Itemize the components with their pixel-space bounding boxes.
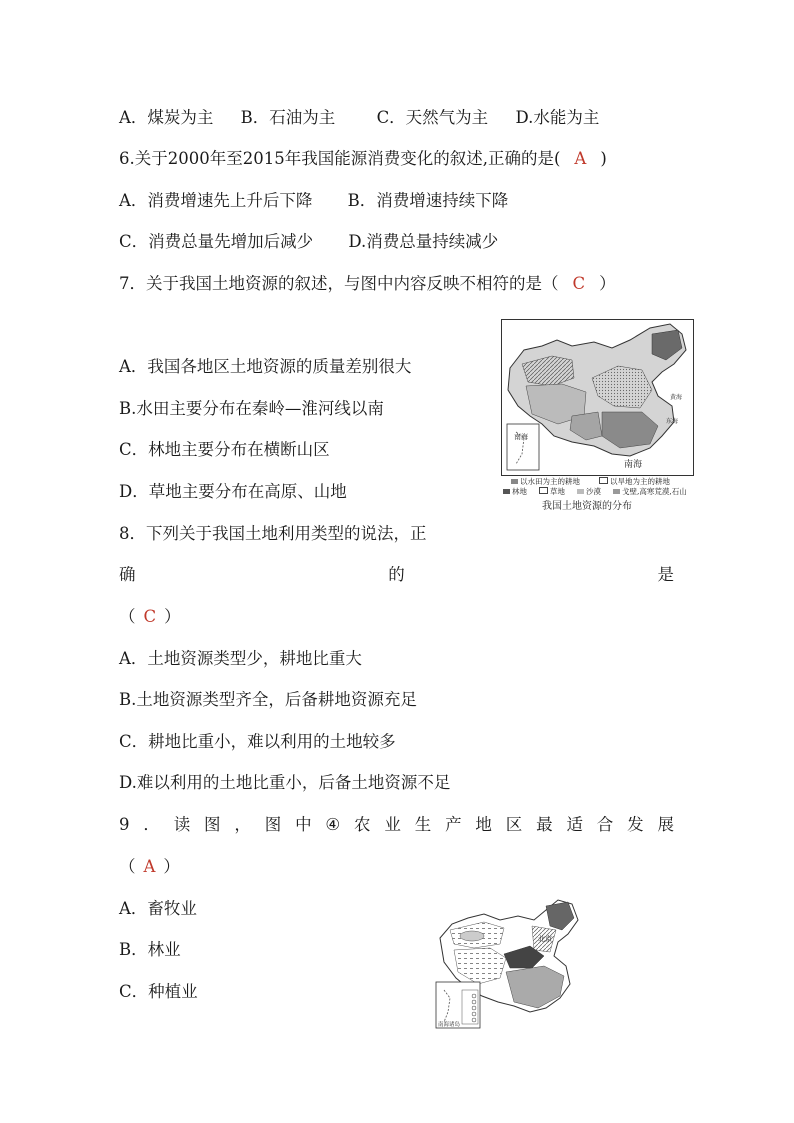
q9-stem-char: 生 <box>414 815 432 834</box>
legend-swatch-icon <box>577 489 584 494</box>
q7-stem-text: 7．关于我国土地资源的叙述，与图中内容反映不相符的是（ <box>119 274 559 293</box>
q7-legend <box>503 476 693 496</box>
q7-east-sea-label: 东海 <box>666 418 679 425</box>
q5-option-c: C．天然气为主 <box>376 108 489 127</box>
q5-option-d: D.水能为主 <box>515 108 600 127</box>
q7-option-d: D．草地主要分布在高原、山地 <box>119 482 347 501</box>
q7-legend-desert: 沙漠 <box>577 486 601 497</box>
q9-answer: A <box>143 857 156 876</box>
q7-legend-paddy: 以水田为主的耕地 <box>511 476 580 487</box>
q9-answer-line <box>119 856 180 878</box>
q8-stem-part-1: 确 <box>119 565 136 584</box>
china-land-map-graphic <box>502 320 693 475</box>
q6-option-b: B．消费增速持续下降 <box>347 191 509 210</box>
q8-option-b: B.土地资源类型齐全，后备耕地资源充足 <box>119 690 417 709</box>
q7-legend-gobi: 戈壁,高寒荒漠,石山 <box>613 486 687 497</box>
q9-stem-char: 产 <box>445 815 462 834</box>
q7-inset-label: 南海 <box>514 433 528 441</box>
q9-stem-char: 中 <box>295 815 312 834</box>
q9-option-a: A．畜牧业 <box>119 899 197 918</box>
q9-stem-char: 展 <box>657 815 674 834</box>
legend-swatch-icon <box>503 489 510 494</box>
q8-close: ） <box>164 607 181 626</box>
q7-land-resource-map <box>501 319 694 476</box>
q8-option-a: A．土地资源类型少，耕地比重大 <box>119 649 362 668</box>
q7-option-b: B.水田主要分布在秦岭—淮河线以南 <box>119 399 384 418</box>
q9-stem-char: 合 <box>596 815 614 834</box>
q7-legend-dryland: 以旱地为主的耕地 <box>599 476 670 487</box>
q6-options-cd <box>119 231 498 253</box>
q7-close: ） <box>599 274 616 293</box>
q6-option-a: A．消费增速先上升后下降 <box>119 191 313 210</box>
q7-legend-grassland: 草地 <box>539 486 565 497</box>
q9-close: ） <box>163 857 180 876</box>
legend-swatch-icon <box>613 489 620 494</box>
legend-swatch-icon <box>599 477 608 484</box>
q7-option-a: A．我国各地区土地资源的质量差别很大 <box>119 357 412 376</box>
q9-option-c: C．种植业 <box>119 982 198 1001</box>
q5-options-row <box>119 107 599 129</box>
q9-inset-label: 南海诸岛 <box>438 1022 461 1028</box>
q8-answer: C <box>143 607 157 626</box>
q7-figure-caption: 我国土地资源的分布 <box>542 501 632 512</box>
q9-stem-char: 适 <box>566 815 583 834</box>
q9-city-label: 北京 <box>538 935 552 943</box>
q7-south-sea-label: 南海 <box>624 460 643 470</box>
q6-close: ) <box>600 149 607 168</box>
q9-stem-char: 图 <box>204 815 221 834</box>
q9-stem-char: 区 <box>505 815 523 834</box>
q9-stem-char: 农 <box>354 815 371 834</box>
q6-answer: A <box>574 149 587 168</box>
q9-stem-char: 业 <box>384 815 401 834</box>
q9-stem-char: 图 <box>264 815 282 834</box>
q8-stem-part-3: 是 <box>657 565 674 584</box>
q9-stem-char: ， <box>234 815 251 834</box>
q8-stem-line1: 8．下列关于我国土地利用类型的说法，正 <box>119 524 427 543</box>
q9-stem-char: 最 <box>536 815 553 834</box>
q9-stem <box>119 814 674 836</box>
q5-option-b: B．石油为主 <box>240 108 336 127</box>
q8-stem-line2 <box>119 564 674 586</box>
q9-agriculture-map <box>434 896 584 1030</box>
q6-stem <box>119 148 607 170</box>
q8-stem-part-2: 的 <box>388 565 405 584</box>
q6-option-d: D.消费总量持续减少 <box>348 232 499 251</box>
q9-stem-char: 9 <box>119 815 130 834</box>
q9-stem-char: ④ <box>325 815 341 834</box>
china-agriculture-map-graphic <box>434 896 584 1030</box>
q7-stem <box>119 273 616 295</box>
q8-option-d: D.难以利用的土地比重小，后备土地资源不足 <box>119 773 451 792</box>
q9-stem-char: 读 <box>173 815 191 834</box>
q8-open: （ <box>119 607 136 626</box>
q6-option-c: C．消费总量先增加后减少 <box>119 232 314 251</box>
q9-stem-char: 发 <box>627 815 644 834</box>
q7-yellow-sea-label: 黄海 <box>670 394 683 401</box>
q5-option-a: A．煤炭为主 <box>119 108 214 127</box>
q7-legend-forest: 林地 <box>503 486 527 497</box>
q6-options-ab <box>119 190 508 212</box>
legend-swatch-icon <box>511 479 518 484</box>
q7-option-c: C．林地主要分布在横断山区 <box>119 440 330 459</box>
q7-answer: C <box>572 274 586 293</box>
q8-answer-line <box>119 606 181 628</box>
q6-stem-text: 6.关于2000年至2015年我国能源消费变化的叙述,正确的是( <box>119 149 561 168</box>
q9-stem-char: 地 <box>475 815 492 834</box>
legend-swatch-icon <box>539 487 548 494</box>
q9-stem-char: ． <box>143 815 160 834</box>
q9-open: （ <box>119 857 136 876</box>
q8-option-c: C．耕地比重小，难以利用的土地较多 <box>119 732 396 751</box>
q9-option-b: B．林业 <box>119 940 181 959</box>
